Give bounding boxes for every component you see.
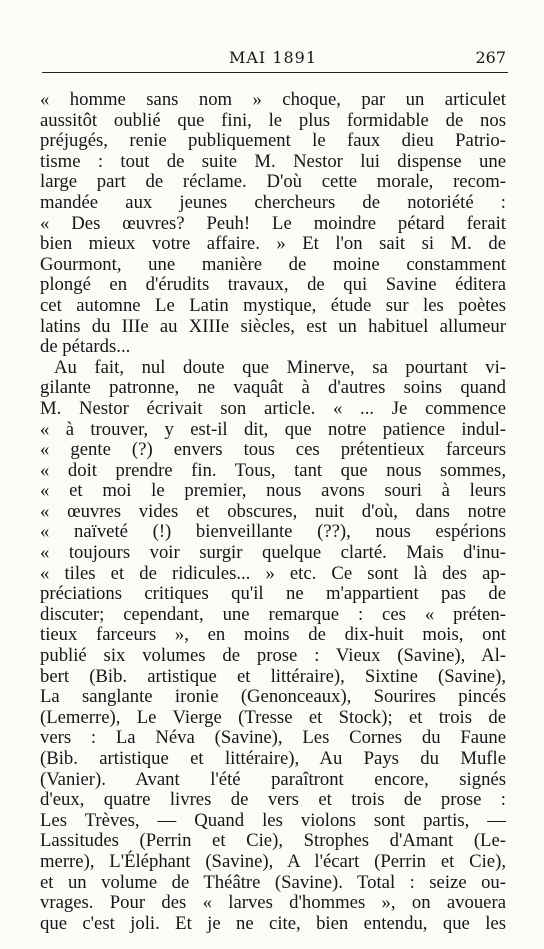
- text-line: « doit prendre fin. Tous, tant que nous sommes,: [40, 459, 506, 481]
- text-line: mandée aux jeunes chercheurs de notoriété :: [40, 191, 506, 213]
- text-line: merre), L'Éléphant (Savine), A l'écart (Perrin et Cie),: [40, 850, 506, 872]
- text-line: gilante patronne, ne vaquât à d'autres soins quand: [40, 377, 506, 399]
- text-line: tisme : tout de suite M. Nestor lui dispense une: [40, 150, 506, 172]
- text-line: « Des œuvres? Peuh! Le moindre pétard ferait: [40, 212, 506, 234]
- text-line: « toujours voir surgir quelque clarté. Mais d'inu-: [40, 542, 506, 564]
- text-line: vrages. Pour des « larves d'hommes », on avouera: [40, 892, 506, 914]
- text-line: « gente (?) envers tous ces prétentieux farceurs: [40, 439, 506, 461]
- text-line: « et moi le premier, nous avons souri à leurs: [40, 480, 506, 502]
- text-line: large part de réclame. D'où cette morale, recom-: [40, 171, 506, 193]
- text-line: bien mieux votre affaire. » Et l'on sait si M. de: [40, 233, 506, 255]
- body-text: [40, 90, 506, 934]
- text-line: « homme sans nom » choque, par un articulet: [40, 89, 506, 110]
- text-line: latins du IIIe au XIIIe siècles, est un habituel allumeur: [40, 315, 506, 337]
- text-line: que c'est joli. Et je ne cite, bien entendu, que les: [40, 912, 506, 934]
- text-line: Gourmont, une manière de moine constamment: [40, 253, 506, 275]
- text-line: d'eux, quatre livres de vers et trois de prose :: [40, 789, 506, 811]
- text-line: publié six volumes de prose : Vieux (Savine), Al-: [40, 645, 506, 667]
- text-line: « à trouver, y est-il dit, que notre patience indul-: [40, 418, 506, 440]
- text-line: Au fait, nul doute que Minerve, sa pourtant vi-: [54, 356, 506, 378]
- running-title: MAI 1891: [228, 48, 318, 67]
- running-header: [40, 46, 506, 68]
- text-line: Les Trèves, — Quand les violons sont partis, —: [40, 809, 506, 831]
- text-line: cet automne Le Latin mystique, étude sur les poètes: [40, 294, 506, 316]
- text-line: M. Nestor écrivait son article. « ... Je commence: [40, 397, 506, 419]
- text-line: (Lemerre), Le Vierge (Tresse et Stock); et trois de: [40, 706, 506, 728]
- text-line: tieux farceurs », en moins de dix-huit mois, ont: [40, 624, 506, 646]
- text-line: bert (Bib. artistique et littéraire), Sixtine (Savine),: [40, 665, 506, 687]
- text-line: plongé en d'érudits travaux, de qui Savine éditera: [40, 274, 506, 296]
- text-line: (Vanier). Avant l'été paraîtront encore, signés: [40, 768, 506, 790]
- text-line: « œuvres vides et obscures, nuit d'où, dans notre: [40, 500, 506, 522]
- text-line: préciations critiques qu'il ne m'appartient pas de: [40, 583, 506, 605]
- page-number: 267: [475, 48, 506, 67]
- text-line: vers : La Néva (Savine), Les Cornes du Faune: [40, 727, 506, 749]
- text-line: préjugés, renie publiquement le faux dieu Patrio-: [40, 130, 506, 152]
- text-line: discuter; cependant, une remarque : ces « préten-: [40, 603, 506, 625]
- text-line: de pétards...: [40, 336, 131, 358]
- text-line: La sanglante ironie (Genonceaux), Sourires pincés: [40, 686, 506, 708]
- text-line: Lassitudes (Perrin et Cie), Strophes d'Amant (Le-: [40, 830, 506, 852]
- text-line: « tiles et de ridicules... » etc. Ce sont là des ap-: [40, 562, 506, 584]
- text-line: « naïveté (!) bienveillante (??), nous espérions: [40, 521, 506, 543]
- header-rule: [42, 72, 508, 73]
- text-line: aussitôt oublié que fini, le plus formidable de nos: [40, 109, 506, 131]
- text-line: et un volume de Théâtre (Savine). Total : seize ou-: [40, 871, 506, 893]
- text-line: (Bib. artistique et littéraire), Au Pays du Mufle: [40, 748, 506, 769]
